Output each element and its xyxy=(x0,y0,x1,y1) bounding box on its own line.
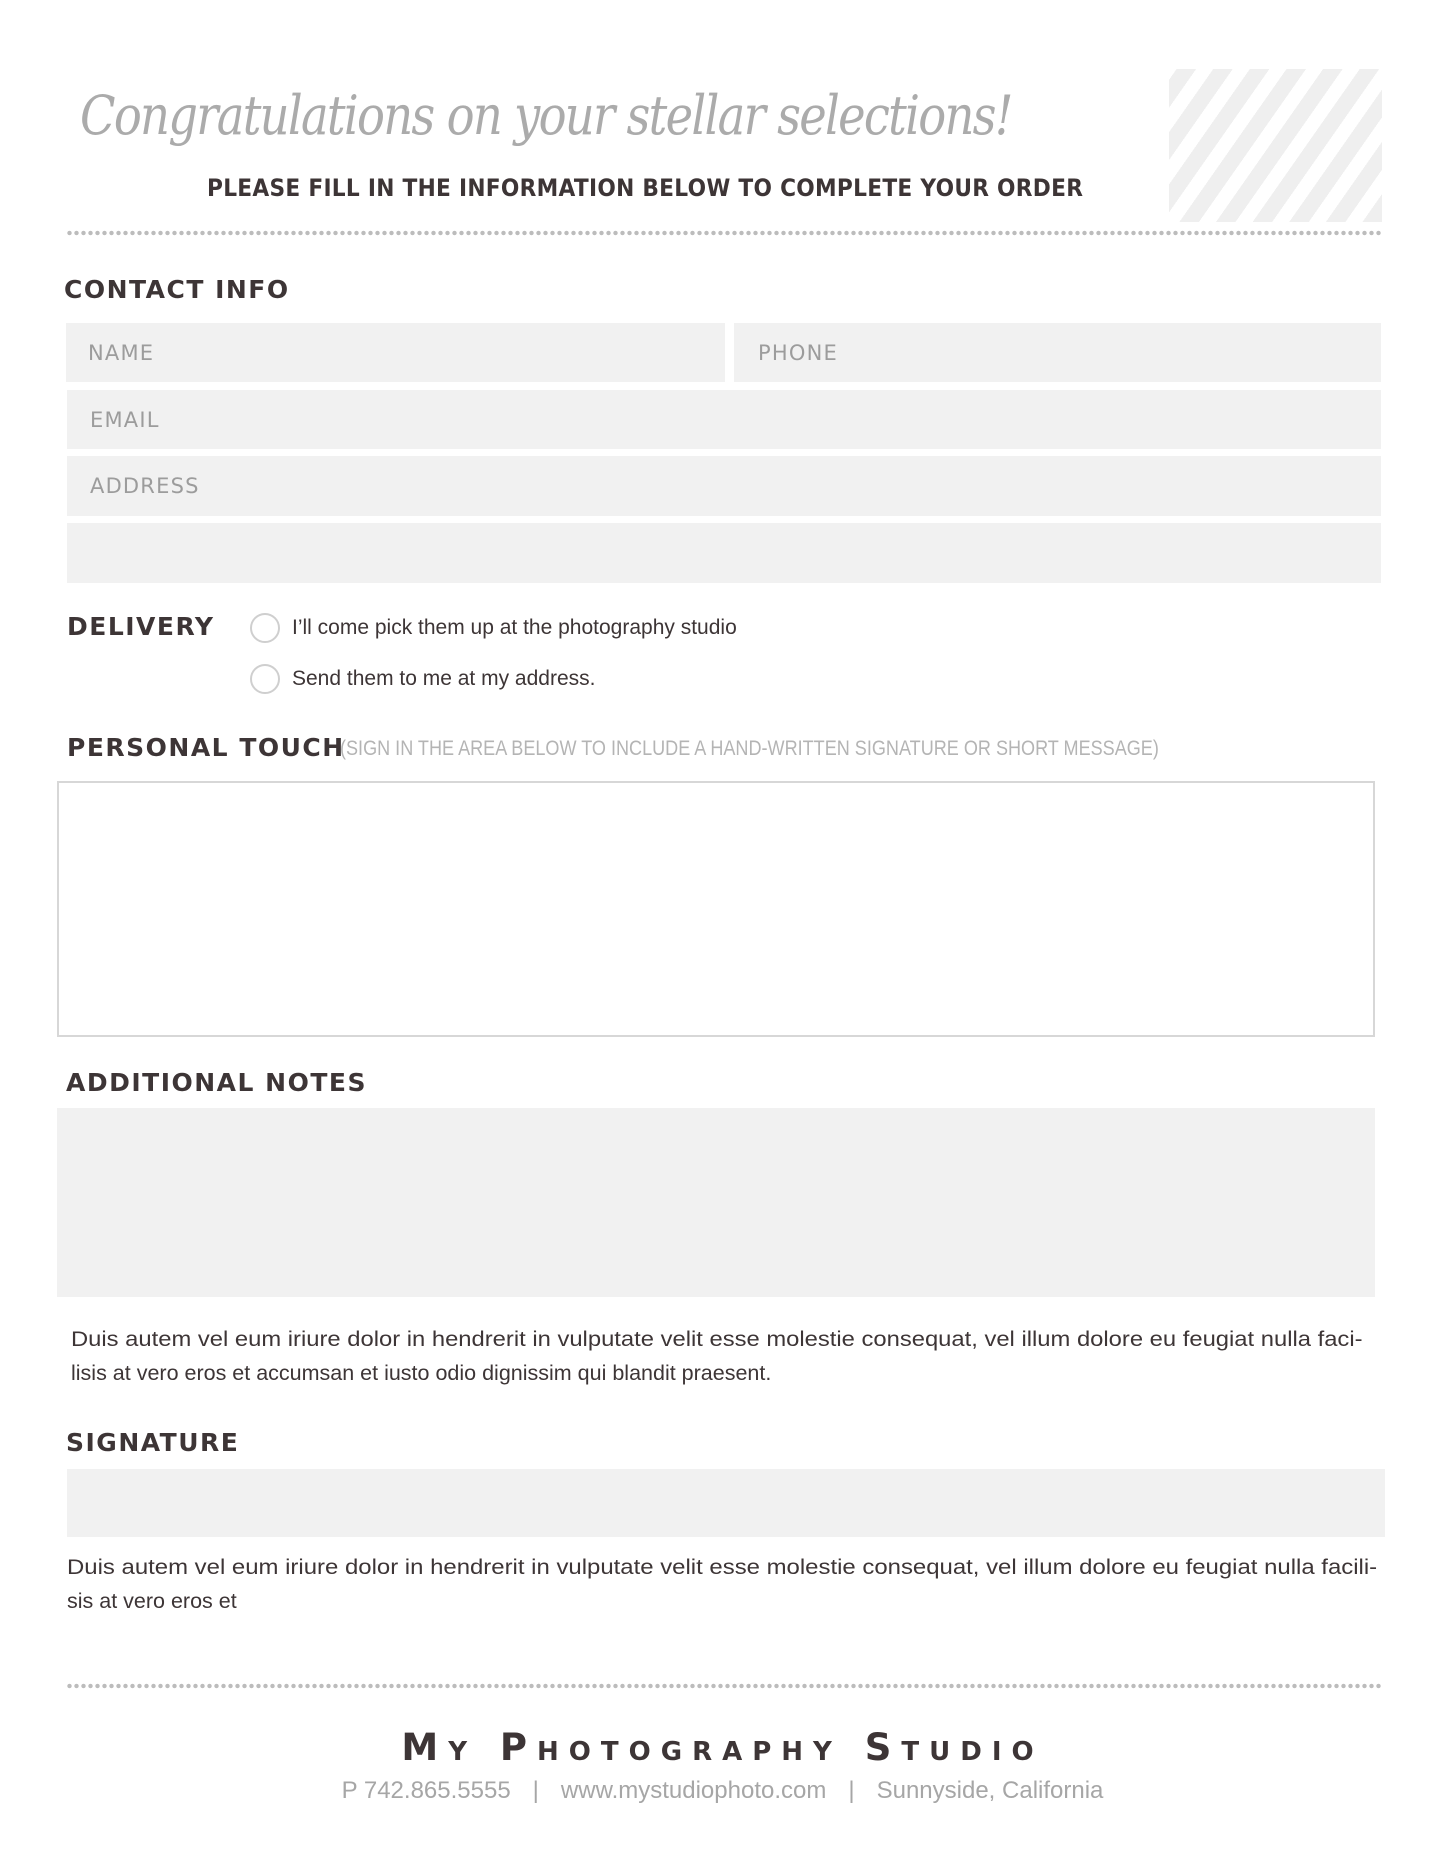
personal-touch-hint: (SIGN IN THE AREA BELOW TO INCLUDE A HAND-WRITTEN SIGNATURE OR SHORT MESSAGE) xyxy=(340,737,1159,760)
page-subtitle: PLEASE FILL IN THE INFORMATION BELOW TO COMPLETE YOUR ORDER xyxy=(207,174,1084,202)
contact-info-heading: CONTACT INFO xyxy=(64,275,290,304)
personal-touch-signature-area[interactable] xyxy=(57,781,1375,1037)
delivery-heading: DELIVERY xyxy=(67,612,215,641)
page-title: Congratulations on your stellar selections! xyxy=(80,84,1012,147)
name-field[interactable] xyxy=(66,323,725,382)
delivery-pickup-label[interactable]: I’ll come pick them up at the photography studio xyxy=(292,616,737,639)
phone-field[interactable] xyxy=(734,323,1381,382)
additional-notes-text-line-2: lisis at vero eros et accumsan et iusto odio dignissim qui blandit praesent. xyxy=(71,1361,772,1385)
striped-decoration xyxy=(1169,69,1382,222)
email-field-label: EMAIL xyxy=(90,407,160,432)
delivery-ship-label[interactable]: Send them to me at my address. xyxy=(292,667,596,690)
additional-notes-text xyxy=(71,1322,1371,1390)
phone-field-label: PHONE xyxy=(758,340,838,365)
footer-separator: | xyxy=(532,1777,539,1804)
name-field-label: NAME xyxy=(88,340,155,365)
footer-location: Sunnyside, California xyxy=(876,1777,1104,1804)
email-field[interactable] xyxy=(67,390,1381,449)
signature-heading: SIGNATURE xyxy=(66,1428,240,1457)
address-field-label: ADDRESS xyxy=(90,474,200,498)
delivery-ship-radio[interactable] xyxy=(250,664,280,694)
footer-separator: | xyxy=(848,1777,855,1804)
studio-name: My Photography Studio xyxy=(401,1726,1044,1769)
additional-notes-text-line-1: Duis autem vel eum iriure dolor in hendrerit in vulputate velit esse molestie consequat, vel illum dolore eu feugiat nulla faci- xyxy=(71,1327,1363,1351)
address-field[interactable] xyxy=(67,456,1381,516)
address-line-2-field[interactable] xyxy=(67,523,1381,583)
signature-text-line-2: sis at vero eros et xyxy=(67,1589,237,1613)
dotted-divider-top xyxy=(66,230,1382,236)
footer-phone: P 742.865.5555 xyxy=(341,1777,511,1804)
personal-touch-heading: PERSONAL TOUCH xyxy=(67,733,345,762)
signature-text-line-1: Duis autem vel eum iriure dolor in hendrerit in vulputate velit esse molestie consequat, vel illum dolore eu feugiat nulla facili- xyxy=(67,1555,1378,1579)
signature-text xyxy=(67,1550,1377,1618)
footer-website[interactable]: www.mystudiophoto.com xyxy=(560,1777,827,1804)
additional-notes-heading: ADDITIONAL NOTES xyxy=(66,1068,367,1097)
dotted-divider-bottom xyxy=(66,1683,1382,1689)
delivery-pickup-radio[interactable] xyxy=(250,613,280,643)
signature-field[interactable] xyxy=(67,1469,1385,1537)
footer-contact-line xyxy=(0,1777,1445,1805)
additional-notes-field[interactable] xyxy=(57,1108,1375,1297)
